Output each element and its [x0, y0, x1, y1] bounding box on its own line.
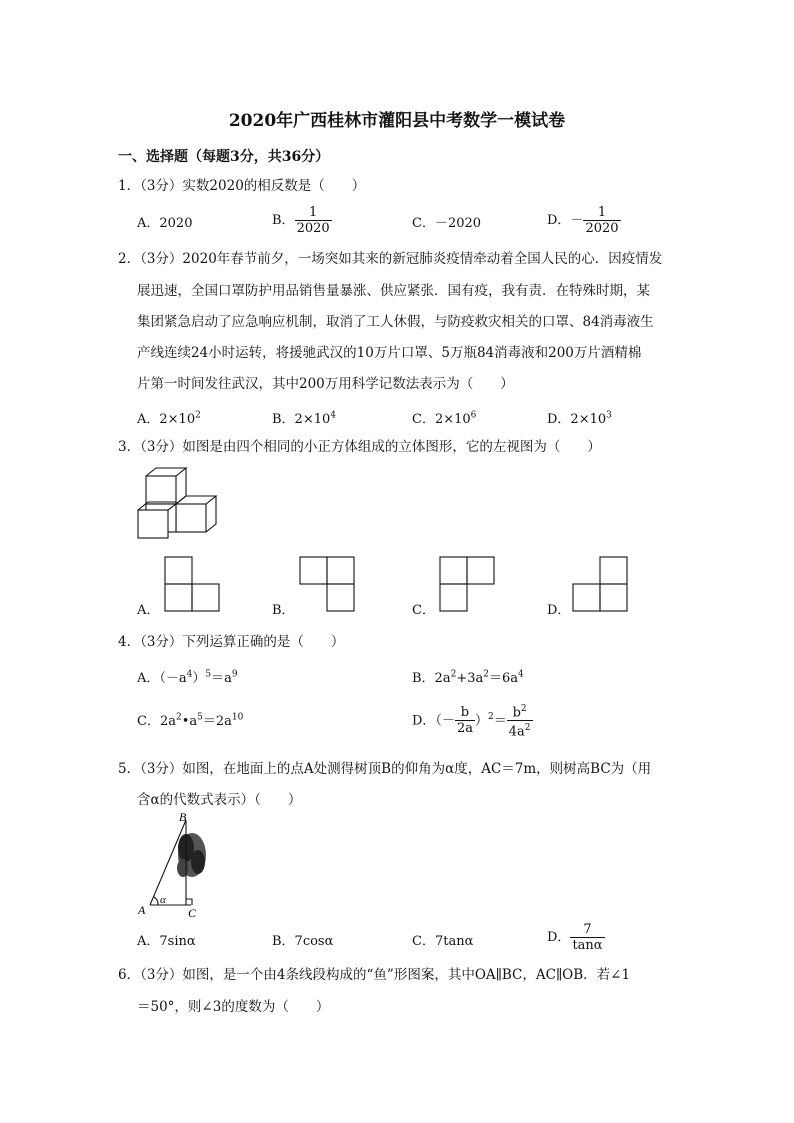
option-text: +3a	[456, 671, 484, 686]
exponent: 5	[205, 669, 212, 680]
question-2-line-2: 展迅速，全国口罩防护用品销售量暴涨、供应紧张．国有疫，我有责．在特殊时期，某	[137, 283, 650, 299]
q4-option-d[interactable]	[412, 702, 533, 740]
question-3-stem: 3．（3分）如图是由四个相同的小正方体组成的立体图形，它的左视图为（ ）	[118, 439, 601, 455]
fraction	[455, 705, 475, 736]
option-label: D．－	[547, 213, 584, 228]
exponent: 6	[470, 410, 477, 421]
section-heading: 一、选择题（每题3分，共36分）	[118, 149, 330, 165]
q2-option-c[interactable]	[412, 408, 476, 427]
q5-option-c[interactable]: C．7tanα	[412, 934, 474, 949]
numerator	[507, 702, 533, 721]
tree-triangle-figure	[136, 810, 216, 920]
denominator: 2020	[296, 221, 330, 236]
q5-option-a[interactable]: A．7sinα	[137, 934, 196, 949]
q2-option-d[interactable]	[547, 408, 612, 427]
option-text: B．2a	[412, 671, 451, 686]
label-alpha: α	[160, 894, 166, 906]
exponent: 4	[518, 669, 524, 680]
question-2-line-5: 片第一时间发往武汉，其中200万用科学记数法表示为（ ）	[137, 376, 514, 392]
denominator-base: 4a	[508, 724, 525, 740]
option-text: C．2×10	[412, 412, 471, 427]
q3-option-c-figure	[439, 556, 497, 614]
q3-option-b[interactable]: B．	[272, 603, 295, 618]
q1-option-a[interactable]: A．2020	[137, 216, 193, 231]
question-4-stem: 4．（3分）下列运算正确的是（ ）	[118, 634, 345, 650]
label-b: B	[179, 810, 187, 824]
exponent: 9	[231, 669, 238, 680]
right-angle-mark	[186, 899, 192, 905]
fraction	[507, 702, 533, 740]
question-5-line-1: 5．（3分）如图，在地面上的点A处测得树顶B的仰角为α度，AC＝7m，则树高BC为（用	[118, 761, 652, 777]
numerator: b	[455, 705, 475, 721]
q1-option-c[interactable]: C．－2020	[412, 216, 482, 231]
numerator: 1	[295, 205, 332, 221]
exponent: 10	[231, 712, 244, 723]
option-label: B．	[272, 213, 295, 228]
q1-option-b[interactable]	[272, 205, 332, 236]
option-text: ＝a	[211, 671, 232, 686]
option-text: ＝6a	[488, 671, 518, 686]
q3-option-d[interactable]: D．	[547, 603, 571, 618]
angle-arc	[154, 897, 158, 905]
q2-option-b[interactable]	[272, 408, 336, 427]
q5-option-d[interactable]	[547, 922, 605, 953]
q5-option-b[interactable]: B．7cosα	[272, 934, 334, 949]
tree-foliage	[177, 833, 206, 877]
exponent: 2	[524, 723, 531, 734]
option-text: D．（－	[412, 713, 455, 729]
q3-option-b-figure	[299, 556, 357, 614]
option-text: A．（－a	[137, 671, 187, 686]
option-text: D．2×10	[547, 412, 607, 427]
option-text: A．2×10	[137, 412, 196, 427]
fraction	[295, 205, 332, 236]
question-1-stem: 1．（3分）实数2020的相反数是（ ）	[118, 178, 366, 194]
page-title: 2020年广西桂林市灌阳县中考数学一模试卷	[228, 111, 566, 131]
denominator: tanα	[572, 938, 603, 953]
cube-solid-figure	[130, 462, 220, 542]
exponent: 3	[606, 410, 612, 421]
exponent: 2	[175, 712, 182, 723]
exponent: 4	[330, 410, 336, 421]
option-text: ＝	[493, 713, 507, 729]
label-c: C	[188, 906, 197, 920]
q4-option-c[interactable]	[137, 710, 243, 729]
q3-option-a[interactable]: A．	[137, 603, 160, 618]
q4-option-b[interactable]	[412, 667, 524, 686]
label-a: A	[138, 903, 146, 917]
exponent: 2	[483, 669, 489, 680]
fraction	[583, 205, 620, 236]
numerator: 7	[570, 922, 604, 938]
exponent: 2	[487, 712, 494, 722]
option-text: C．2a	[137, 714, 176, 729]
exponent: 5	[197, 712, 203, 723]
exponent: 2	[195, 410, 201, 421]
option-text: B．2×10	[272, 412, 331, 427]
question-6-line-2: ＝50°，则∠3的度数为（ ）	[137, 999, 330, 1015]
option-label: D．	[547, 930, 571, 945]
exponent: 4	[186, 669, 193, 680]
q1-option-d[interactable]	[547, 205, 621, 236]
q2-option-a[interactable]	[137, 408, 201, 427]
question-2-line-3: 集团紧急启动了应急响应机制，取消了工人休假，与防疫救灾相关的口罩、84消毒液生	[137, 314, 654, 330]
option-text: ）	[192, 671, 206, 686]
denominator: 2020	[585, 221, 619, 236]
numerator: 1	[583, 205, 620, 221]
exponent: 2	[450, 669, 457, 680]
option-text: ）	[474, 713, 488, 729]
question-2-line-1: 2．（3分）2020年春节前夕，一场突如其来的新冠肺炎疫情牵动着全国人民的心．因疫情发	[118, 251, 663, 267]
q3-option-d-figure	[572, 556, 630, 614]
denominator	[507, 721, 533, 739]
question-5-line-2: 含α的代数式表示）（ ）	[137, 792, 302, 808]
fraction	[570, 922, 604, 953]
numerator-base: b	[512, 705, 521, 721]
question-6-line-1: 6．（3分）如图，是一个由4条线段构成的“鱼”形图案，其中OA∥BC，AC∥OB．若∠1	[118, 967, 631, 983]
q4-option-a[interactable]	[137, 667, 238, 686]
exponent: 2	[520, 704, 527, 714]
q3-option-c[interactable]: C．	[412, 603, 435, 618]
option-text: •a	[181, 714, 198, 729]
question-2-line-4: 产线连续24小时运转，将援驰武汉的10万片口罩、5万瓶84消毒液和200万片酒精棉	[137, 345, 642, 361]
q3-option-a-figure	[164, 556, 222, 614]
option-text: ＝2a	[202, 714, 232, 729]
denominator: 2a	[456, 721, 473, 737]
